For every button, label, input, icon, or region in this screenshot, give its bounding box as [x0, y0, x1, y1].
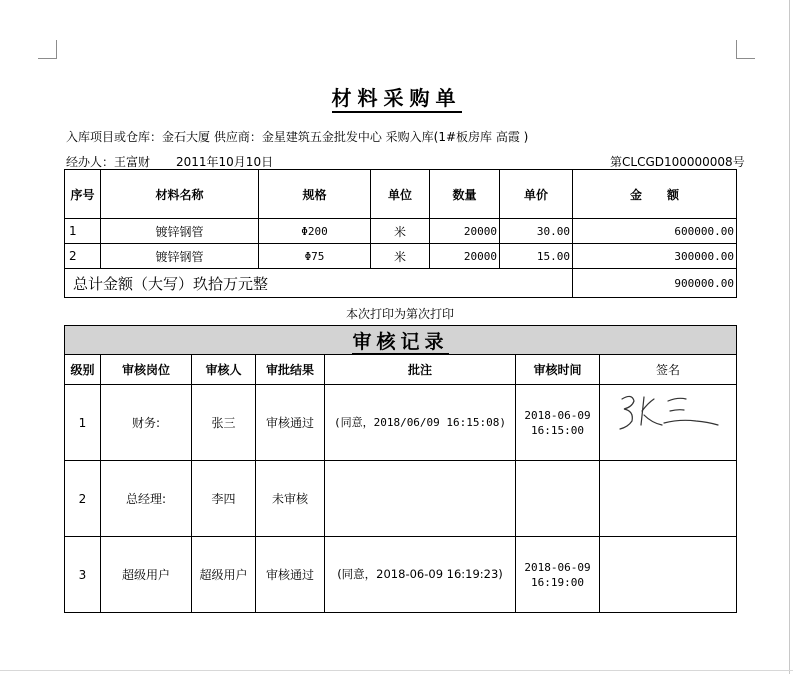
purchase-table-header [65, 170, 737, 219]
document-title: 材料采购单 [0, 82, 793, 111]
total-amount: 900000.00 [573, 269, 737, 298]
row-no: 1 [65, 219, 101, 244]
row-amount: 300000.00 [573, 244, 737, 269]
total-amount-words: 总计金额（大写）玖拾万元整 [65, 269, 573, 298]
row-qty: 20000 [430, 219, 500, 244]
row-unit: 米 [371, 219, 430, 244]
header-qty: 数量 [430, 170, 500, 219]
header-no: 序号 [65, 170, 101, 219]
row-amount: 600000.00 [573, 219, 737, 244]
crop-mark-right [736, 40, 755, 59]
row-qty: 20000 [430, 244, 500, 269]
audit-person: 超级用户 [192, 537, 256, 613]
audit-level: 1 [65, 385, 101, 461]
audit-header-result: 审批结果 [256, 355, 325, 385]
audit-title: 审核记录 [65, 326, 737, 355]
audit-level: 3 [65, 537, 101, 613]
audit-table [64, 325, 737, 613]
audit-note [325, 461, 516, 537]
document-number: 第CLCGD100000008号 [610, 155, 745, 169]
audit-header-level: 级别 [65, 355, 101, 385]
audit-header-person: 审核人 [192, 355, 256, 385]
row-price: 30.00 [500, 219, 573, 244]
audit-note: (同意，2018/06/09 16:15:08) [325, 385, 516, 461]
audit-table-header [65, 355, 737, 385]
audit-post: 财务: [101, 385, 192, 461]
signature-cell [600, 461, 737, 537]
audit-header-time: 审核时间 [516, 355, 600, 385]
audit-header-note: 批注 [325, 355, 516, 385]
header-name: 材料名称 [101, 170, 259, 219]
audit-person: 李四 [192, 461, 256, 537]
row-name: 镀锌钢管 [101, 219, 259, 244]
audit-result: 审核通过 [256, 537, 325, 613]
row-unit: 米 [371, 244, 430, 269]
audit-time [516, 461, 600, 537]
audit-title-row [65, 326, 737, 355]
audit-level: 2 [65, 461, 101, 537]
page-edge-bottom [0, 670, 793, 671]
audit-time: 2018-06-09 16:19:00 [516, 537, 600, 613]
row-spec: Φ75 [259, 244, 371, 269]
audit-post: 超级用户 [101, 537, 192, 613]
audit-header-post: 审核岗位 [101, 355, 192, 385]
header-info-line: 入库项目或仓库：金石大厦 供应商：金星建筑五金批发中心 采购入库(1#板房库 高霞 ) [66, 130, 529, 144]
purchase-table [64, 169, 737, 298]
audit-header-signature: 签名 [600, 355, 737, 385]
table-row [65, 385, 737, 461]
table-row [65, 244, 737, 269]
audit-post: 总经理: [101, 461, 192, 537]
audit-time: 2018-06-09 16:15:00 [516, 385, 600, 461]
total-row [65, 269, 737, 298]
signature-cell [600, 537, 737, 613]
audit-note: (同意，2018-06-09 16:19:23) [325, 537, 516, 613]
header-spec: 规格 [259, 170, 371, 219]
print-note: 本次打印为第次打印 [345, 307, 454, 321]
header-price: 单价 [500, 170, 573, 219]
handwritten-signature [616, 389, 726, 439]
row-price: 15.00 [500, 244, 573, 269]
table-row [65, 537, 737, 613]
header-amount: 金 额 [573, 170, 737, 219]
audit-result: 审核通过 [256, 385, 325, 461]
row-name: 镀锌钢管 [101, 244, 259, 269]
row-spec: Φ200 [259, 219, 371, 244]
document-date: 2011年10月10日 [176, 155, 274, 169]
table-row [65, 461, 737, 537]
handler: 经办人：王富财 [66, 155, 151, 169]
row-no: 2 [65, 244, 101, 269]
audit-result: 未审核 [256, 461, 325, 537]
signature-cell [600, 385, 737, 461]
table-row [65, 219, 737, 244]
header-unit: 单位 [371, 170, 430, 219]
crop-mark-left [38, 40, 57, 59]
audit-person: 张三 [192, 385, 256, 461]
